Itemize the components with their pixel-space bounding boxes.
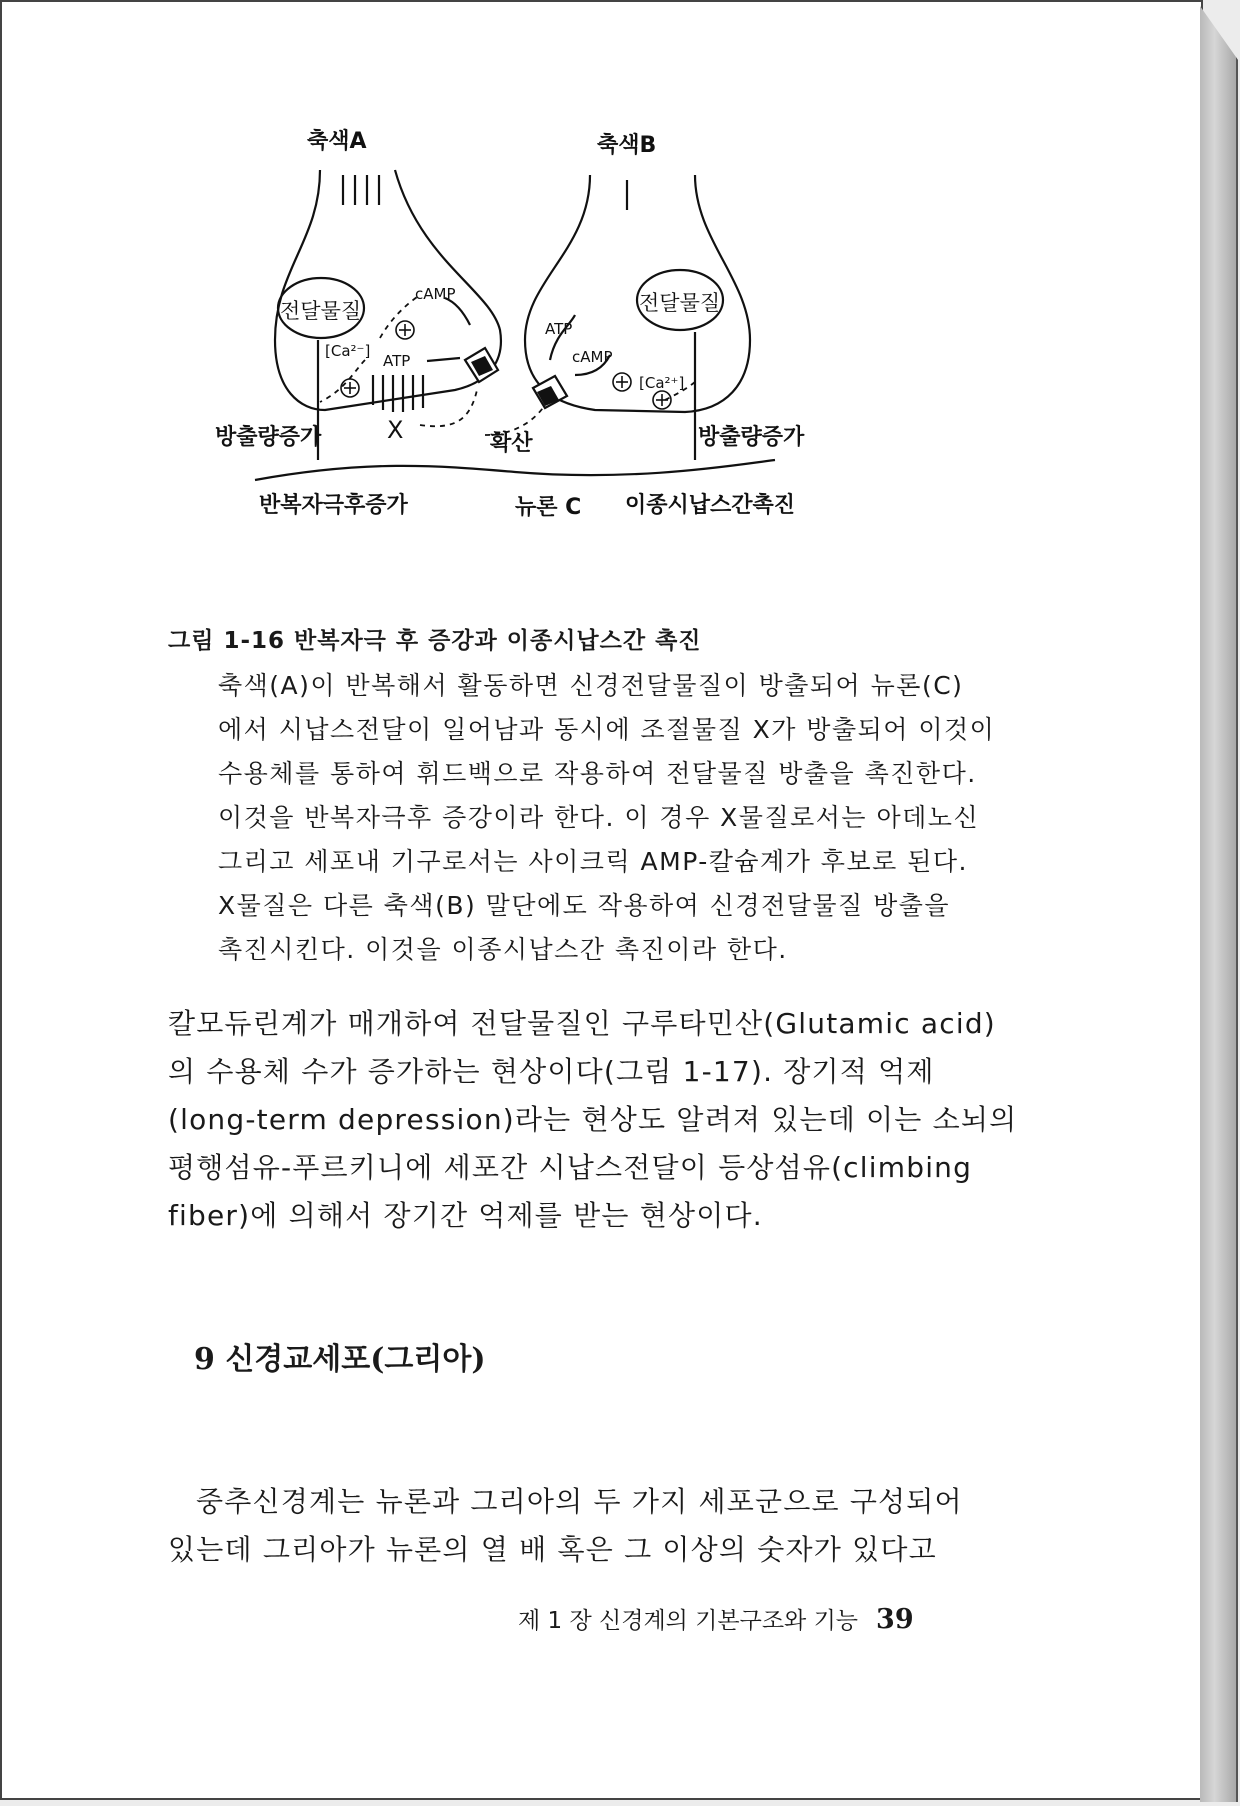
heterosynaptic-label: 이종시납스간촉진 <box>625 493 796 518</box>
caption-line: 그리고 세포내 기구로서는 사이크릭 AMP-칼슘계가 후보로 된다. <box>218 847 968 876</box>
body-line: fiber)에 의해서 장기간 억제를 받는 현상이다. <box>168 1199 763 1232</box>
page-number: 39 <box>876 1604 914 1635</box>
neuron-c-label: 뉴론 C <box>515 495 582 520</box>
caption-line: 에서 시납스전달이 일어남과 동시에 조절물질 X가 방출되어 이것이 <box>218 715 996 744</box>
ca-right-label: [Ca²⁺] <box>639 374 685 392</box>
section-heading: 9 신경교세포(그리아) <box>194 1342 486 1377</box>
figure-caption-body <box>218 664 1018 972</box>
caption-line: 축색(A)이 반복해서 활동하면 신경전달물질이 방출되어 뉴론(C) <box>218 671 964 700</box>
body-line: 있는데 그리아가 뉴론의 열 배 혹은 그 이상의 숫자가 있다고 <box>168 1533 937 1566</box>
transmitter-right-label: 전달물질 <box>639 291 721 315</box>
caption-line: X물질은 다른 축색(B) 말단에도 작용하여 신경전달물질 방출을 <box>218 891 951 920</box>
body-line: 칼모듀린계가 매개하여 전달물질인 구루타민산(Glutamic acid) <box>168 1007 996 1040</box>
axon-b-label: 축색B <box>597 133 657 158</box>
atp-right-label: ATP <box>545 320 573 338</box>
axon-a-terminal-outline <box>275 170 501 410</box>
diffusion-label: 확산 <box>490 431 533 456</box>
atp-left-label: ATP <box>383 352 411 370</box>
body-paragraph-2 <box>168 1478 1008 1574</box>
camp-right-label: cAMP <box>572 348 613 366</box>
ca-left-label: [Ca²⁻] <box>325 342 371 360</box>
ptp-label: 반복자극후증가 <box>259 493 408 518</box>
figure-synapse-diagram <box>215 120 975 610</box>
axon-a-label: 축색A <box>307 129 367 154</box>
body-line: 의 수용체 수가 증가하는 현상이다(그림 1-17). 장기적 억제 <box>168 1055 935 1088</box>
release-left-label: 방출량증가 <box>215 425 322 450</box>
body-paragraph-1 <box>168 1000 1018 1240</box>
body-line: (long-term depression)라는 현상도 알려져 있는데 이는 소뇌의 <box>168 1103 1018 1136</box>
chapter-title: 제 1 장 신경계의 기본구조와 기능 <box>518 1608 859 1634</box>
caption-line: 촉진시킨다. 이것을 이종시납스간 촉진이라 한다. <box>218 935 788 964</box>
neuron-c-membrane <box>255 460 775 480</box>
release-right-label: 방출량증가 <box>698 425 805 450</box>
modulator-x-label: X <box>387 416 404 444</box>
caption-line: 이것을 반복자극후 증강이라 한다. 이 경우 X물질로서는 아데노신 <box>218 803 980 832</box>
figure-caption-title: 그림 1-16 반복자극 후 증강과 이종시납스간 촉진 <box>168 628 702 654</box>
camp-left-label: cAMP <box>415 285 456 303</box>
transmitter-left-label: 전달물질 <box>280 299 362 323</box>
page-edge <box>1200 6 1238 1802</box>
body-line: 평행섬유-푸르키니에 세포간 시납스전달이 등상섬유(climbing <box>168 1151 973 1184</box>
page-footer <box>518 1602 914 1635</box>
caption-line: 수용체를 통하여 휘드백으로 작용하여 전달물질 방출을 촉진한다. <box>218 759 977 788</box>
body-line: 중추신경계는 뉴론과 그리아의 두 가지 세포군으로 구성되어 <box>196 1485 963 1518</box>
